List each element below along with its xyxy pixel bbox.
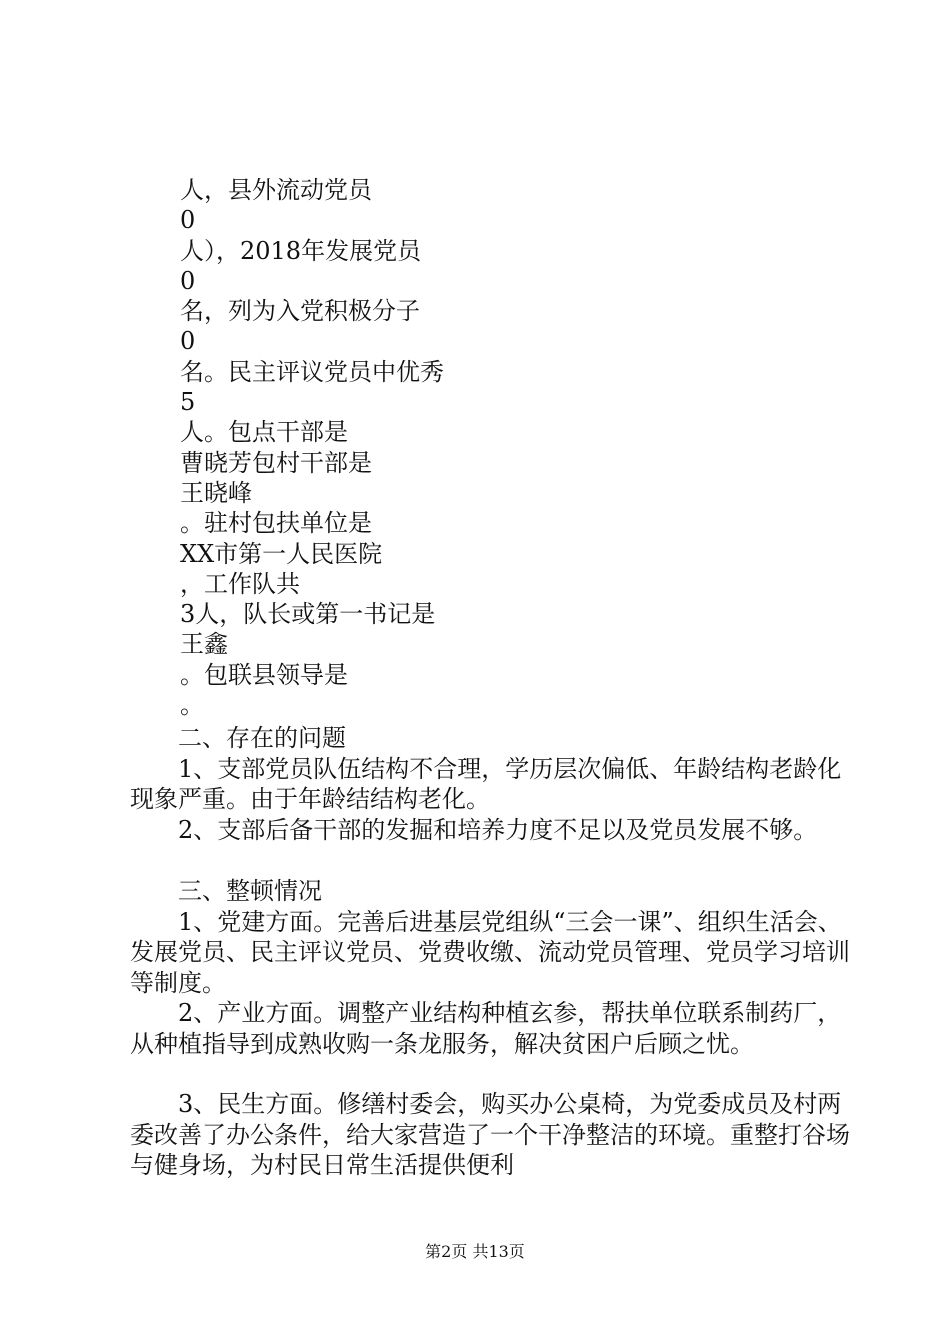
paragraph: 1、党建方面。完善后进基层党组纵“三会一课”、组织生活会、发展党员、民主评议党员、党费收缴、流动党员管理、党员学习培训等制度。 — [130, 907, 850, 997]
intro-line: 。包联县领导是 — [180, 660, 348, 689]
intro-lines — [180, 175, 820, 720]
section-heading: 二、存在的问题 — [178, 724, 346, 752]
intro-line: 曹晓芳包村干部是 — [180, 448, 372, 477]
intro-line: 名，列为入党积极分子 — [180, 297, 420, 326]
page-footer: 第2页 共13页 — [425, 1242, 525, 1261]
intro-line: 。驻村包扶单位是 — [180, 509, 372, 538]
section-heading: 三、整顿情况 — [178, 877, 322, 905]
intro-line: 名。民主评议党员中优秀 — [180, 357, 444, 386]
intro-line: 3人，队长或第一书记是 — [180, 600, 436, 629]
intro-line: 人。包点干部是 — [180, 418, 348, 447]
intro-line: 人），2018年发展党员 — [180, 236, 422, 265]
intro-line: 0 — [180, 206, 196, 235]
intro-line: 王鑫 — [180, 630, 228, 659]
intro-line: 人，县外流动党员 — [180, 176, 372, 204]
section-rectification — [130, 876, 850, 1181]
intro-line: 5 — [180, 388, 196, 417]
paragraph: 2、支部后备干部的发掘和培养力度不足以及党员发展不够。 — [178, 815, 818, 844]
intro-line: 0 — [180, 327, 196, 356]
intro-line: 。 — [180, 691, 204, 720]
paragraph: 1、支部党员队伍结构不合理，学历层次偏低、年龄结构老龄化现象严重。由于年龄结结构老化。 — [130, 754, 842, 813]
paragraph: 2、产业方面。调整产业结构种植玄参，帮扶单位联系制药厂，从种植指导到成熟收购一条龙服务，解决贫困户后顾之忧。 — [130, 999, 842, 1058]
paragraph: 3、民生方面。修缮村委会，购买办公桌椅，为党委成员及村两委改善了办公条件，给大家营造了一个干净整洁的环境。重整打谷场与健身场，为村民日常生活提供便利 — [130, 1090, 850, 1179]
intro-line: XX市第一人民医院 — [180, 539, 383, 568]
intro-line: ，工作队共 — [180, 569, 300, 598]
intro-line: 0 — [180, 266, 196, 295]
intro-line: 王晓峰 — [180, 478, 252, 507]
section-problems — [130, 723, 850, 845]
